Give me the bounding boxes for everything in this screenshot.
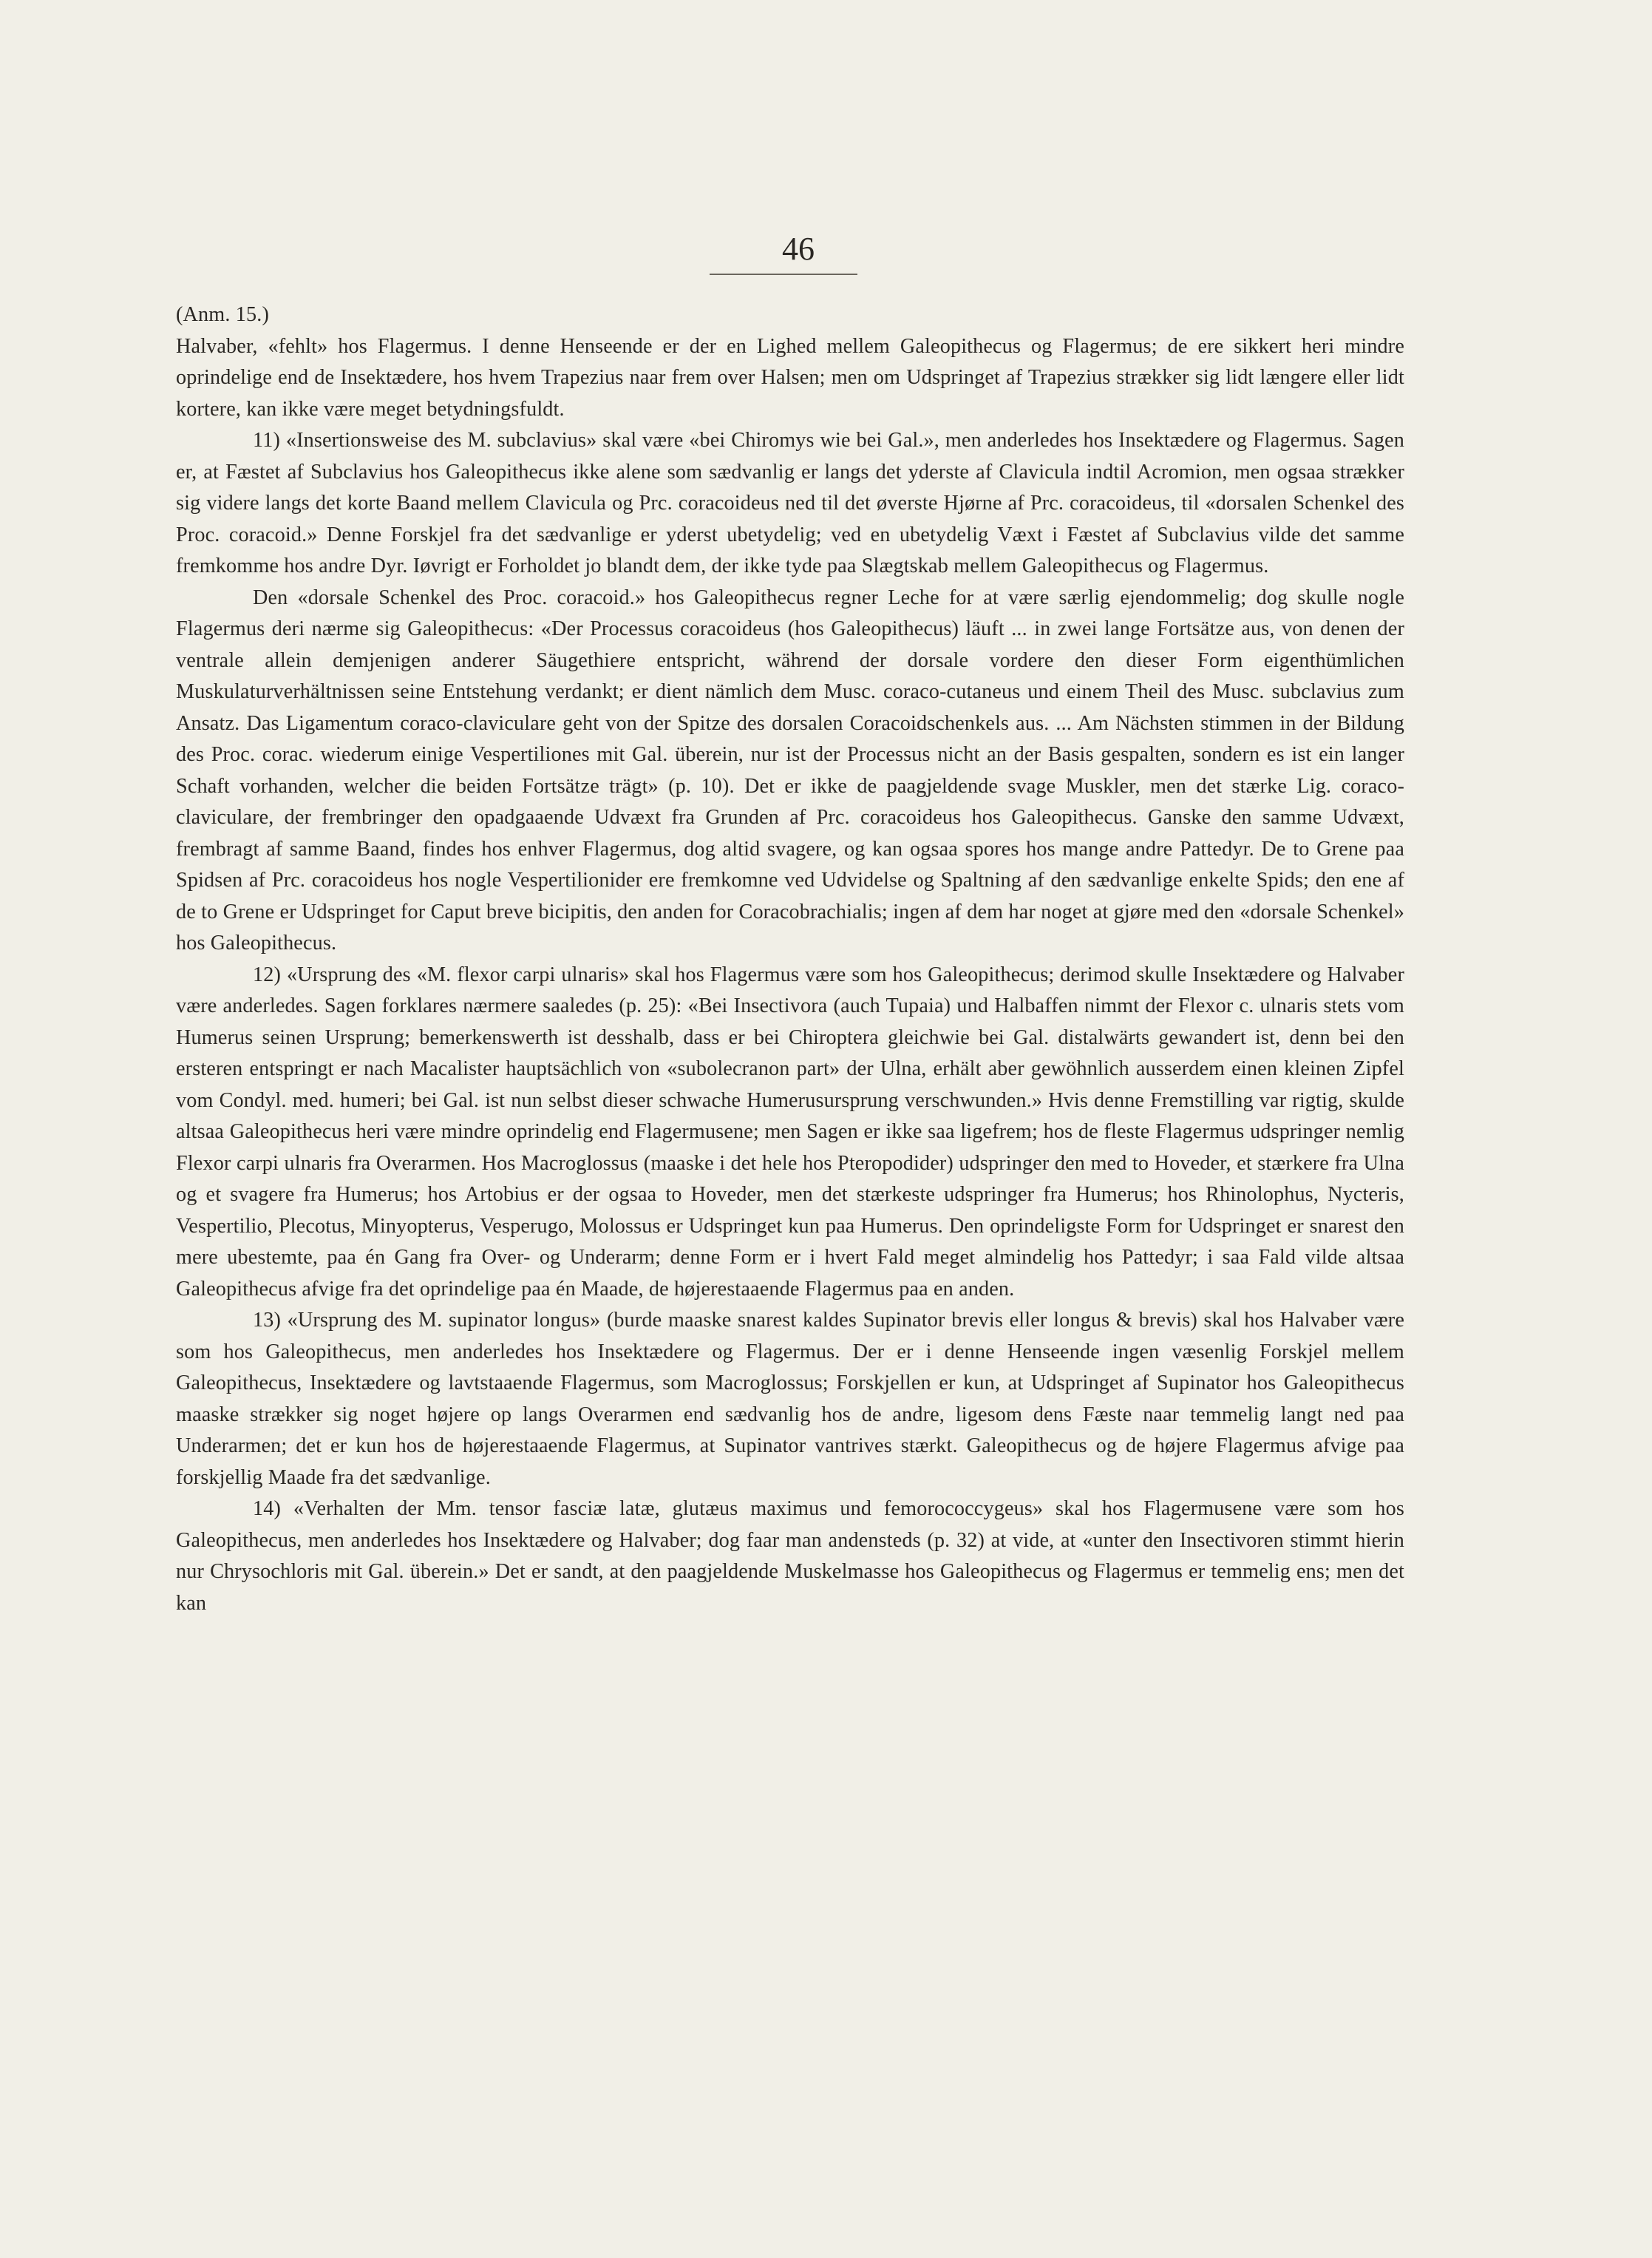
note-label: (Anm. 15.) bbox=[176, 303, 269, 326]
page-number: 46 bbox=[782, 231, 815, 267]
paragraph-11: 11) «Insertionsweise des M. subclavius» skal være «bei Chiromys wie bei Gal.», men anderledes hos Insektædere og Flagermus. Sagen er, at Fæstet af Subclavius hos Galeopithecus ikke alene som sædvanlig er langs det yderste af Clavicula indtil Acromion, men ogsaa strækker sig videre langs det korte Baand mellem Clavicula og Prc. coracoideus ned til det øverste Hjørne af Prc. coracoideus, til «dorsalen Schenkel des Proc. coracoid.» Denne Forskjel fra det sædvanlige er yderst ubetydelig; ved en ubetydelig Væxt i Fæstet af Subclavius vilde det samme fremkomme hos andre Dyr. Iøvrigt er Forholdet jo blandt dem, der ikke tyde paa Slægtskab mellem Galeopithecus og Flagermus. bbox=[176, 429, 1404, 577]
header-rule bbox=[710, 274, 857, 275]
paragraph-14: 14) «Verhalten der Mm. tensor fasciæ latæ, glutæus maximus und femorococcygeus» skal hos Flagermusene være som hos Galeopithecus, men anderledes hos Insektædere og Halvaber; dog faar man andensteds (p. 32) at vide, at «unter den Insectivoren stimmt hierin nur Chrysochloris mit Gal. überein.» Det er sandt, at den paagjeldende Muskelmasse hos Galeopithecus og Flagermus er temmelig ens; men det kan bbox=[176, 1497, 1404, 1615]
paragraph-13: 13) «Ursprung des M. supinator longus» (burde maaske snarest kaldes Supinator brevis eller longus & brevis) skal hos Halvaber være som hos Galeopithecus, men anderledes hos Insektædere og Flagermus. Der er i denne Henseende ingen væsenlig Forskjel mellem Galeopithecus, Insektædere og lavtstaaende Flagermus, som Macroglossus; Forskjellen er kun, at Udspringet af Supinator hos Galeopithecus maaske strækker sig noget højere op langs Overarmen end sædvanlig hos de andre, ligesom dens Fæste naar temmelig langt ned paa Underarmen; det er kun hos de højerestaaende Flagermus, at Supinator vantrives stærkt. Galeopithecus og de højere Flagermus afvige paa forskjellig Maade fra det sædvanlige. bbox=[176, 1309, 1404, 1489]
paragraph-dorsale: Den «dorsale Schenkel des Proc. coracoid.» hos Galeopithecus regner Leche for at være særlig ejendommelig; dog skulle nogle Flagermus deri nærme sig Galeopithecus: «Der Processus coracoideus (hos Galeopithecus) läuft ... in zwei lange Fortsätze aus, von denen der ventrale allein demjenigen anderer Säugethiere entspricht, während der dorsale vordere den dieser Form eigenthümlichen Muskulaturverhältnissen seine Entstehung verdankt; er dient nämlich dem Musc. coraco-cutaneus und einem Theil des Musc. subclavius zum Ansatz. Das Ligamentum coraco-claviculare geht von der Spitze des dorsalen Coracoidschenkels aus. ... Am Nächsten stimmen in der Bildung des Proc. corac. wiederum einige Vespertiliones mit Gal. überein, nur ist der Processus nicht an der Basis gespalten, sondern es ist ein langer Schaft vorhanden, welcher die beiden Fortsätze trägt» (p. 10). Det er ikke de paagjeldende svage Muskler, men det stærke Lig. coraco-claviculare, der frembringer den opadgaaende Udvæxt fra Grunden af Prc. coracoideus hos Galeopithecus. Ganske den samme Udvæxt, frembragt af samme Baand, findes hos enhver Flagermus, dog altid svagere, og kan ogsaa spores hos mange andre Pattedyr. De to Grene paa Spidsen af Prc. coracoideus hos nogle Vespertilionider ere fremkomne ved Udvidelse og Spaltning af den sædvanlige enkelte Spids; den ene af de to Grene er Udspringet for Caput breve bicipitis, den anden for Coracobrachialis; ingen af dem har noget at gjøre med den «dorsale Schenkel» hos Galeopithecus. bbox=[176, 586, 1404, 955]
paragraph-halvaber: Halvaber, «fehlt» hos Flagermus. I denne Henseende er der en Lighed mellem Galeopithecus og Flagermus; de ere sikkert heri mindre oprindelige end de Insektædere, hos hvem Trapezius naar frem over Halsen; men om Udspringet af Trapezius strækker sig lidt længere eller lidt kortere, kan ikke være meget betydningsfuldt. bbox=[176, 334, 1404, 421]
body-text bbox=[176, 299, 1404, 1619]
paragraph-12: 12) «Ursprung des «M. flexor carpi ulnaris» skal hos Flagermus være som hos Galeopithecus; derimod skulle Insektædere og Halvaber være anderledes. Sagen forklares nærmere saaledes (p. 25): «Bei Insectivora (auch Tupaia) und Halbaffen nimmt der Flexor c. ulnaris stets vom Humerus seinen Ursprung; bemerkenswerth ist desshalb, dass er bei Chiroptera gleichwie bei Gal. distalwärts gewandert ist, denn bei den ersteren entspringt er nach Macalister hauptsächlich von «subolecranon part» der Ulna, erhält aber gewöhnlich ausserdem einen kleinen Zipfel vom Condyl. med. humeri; bei Gal. ist nun selbst dieser schwache Humerusursprung verschwunden.» Hvis denne Fremstilling var rigtig, skulde altsaa Galeopithecus heri være mindre oprindelig end Flagermusene; men Sagen er ikke saa ligefrem; hos de fleste Flagermus udspringer nemlig Flexor carpi ulnaris fra Overarmen. Hos Macroglossus (maaske i det hele hos Pteropodider) udspringer den med to Hoveder, et stærkere fra Ulna og et svagere fra Humerus; hos Artobius er der ogsaa to Hoveder, men det stærkeste udspringer fra Humerus; hos Rhinolophus, Nycteris, Vespertilio, Plecotus, Minyopterus, Vesperugo, Molossus er Udspringet kun paa Humerus. Den oprindeligste Form for Udspringet er snarest den mere ubestemte, paa én Gang fra Over- og Underarm; denne Form er i hvert Fald meget almindelig hos Pattedyr; i saa Fald vilde altsaa Galeopithecus afvige fra det oprindelige paa én Maade, de højerestaaende Flagermus paa en anden. bbox=[176, 963, 1404, 1301]
